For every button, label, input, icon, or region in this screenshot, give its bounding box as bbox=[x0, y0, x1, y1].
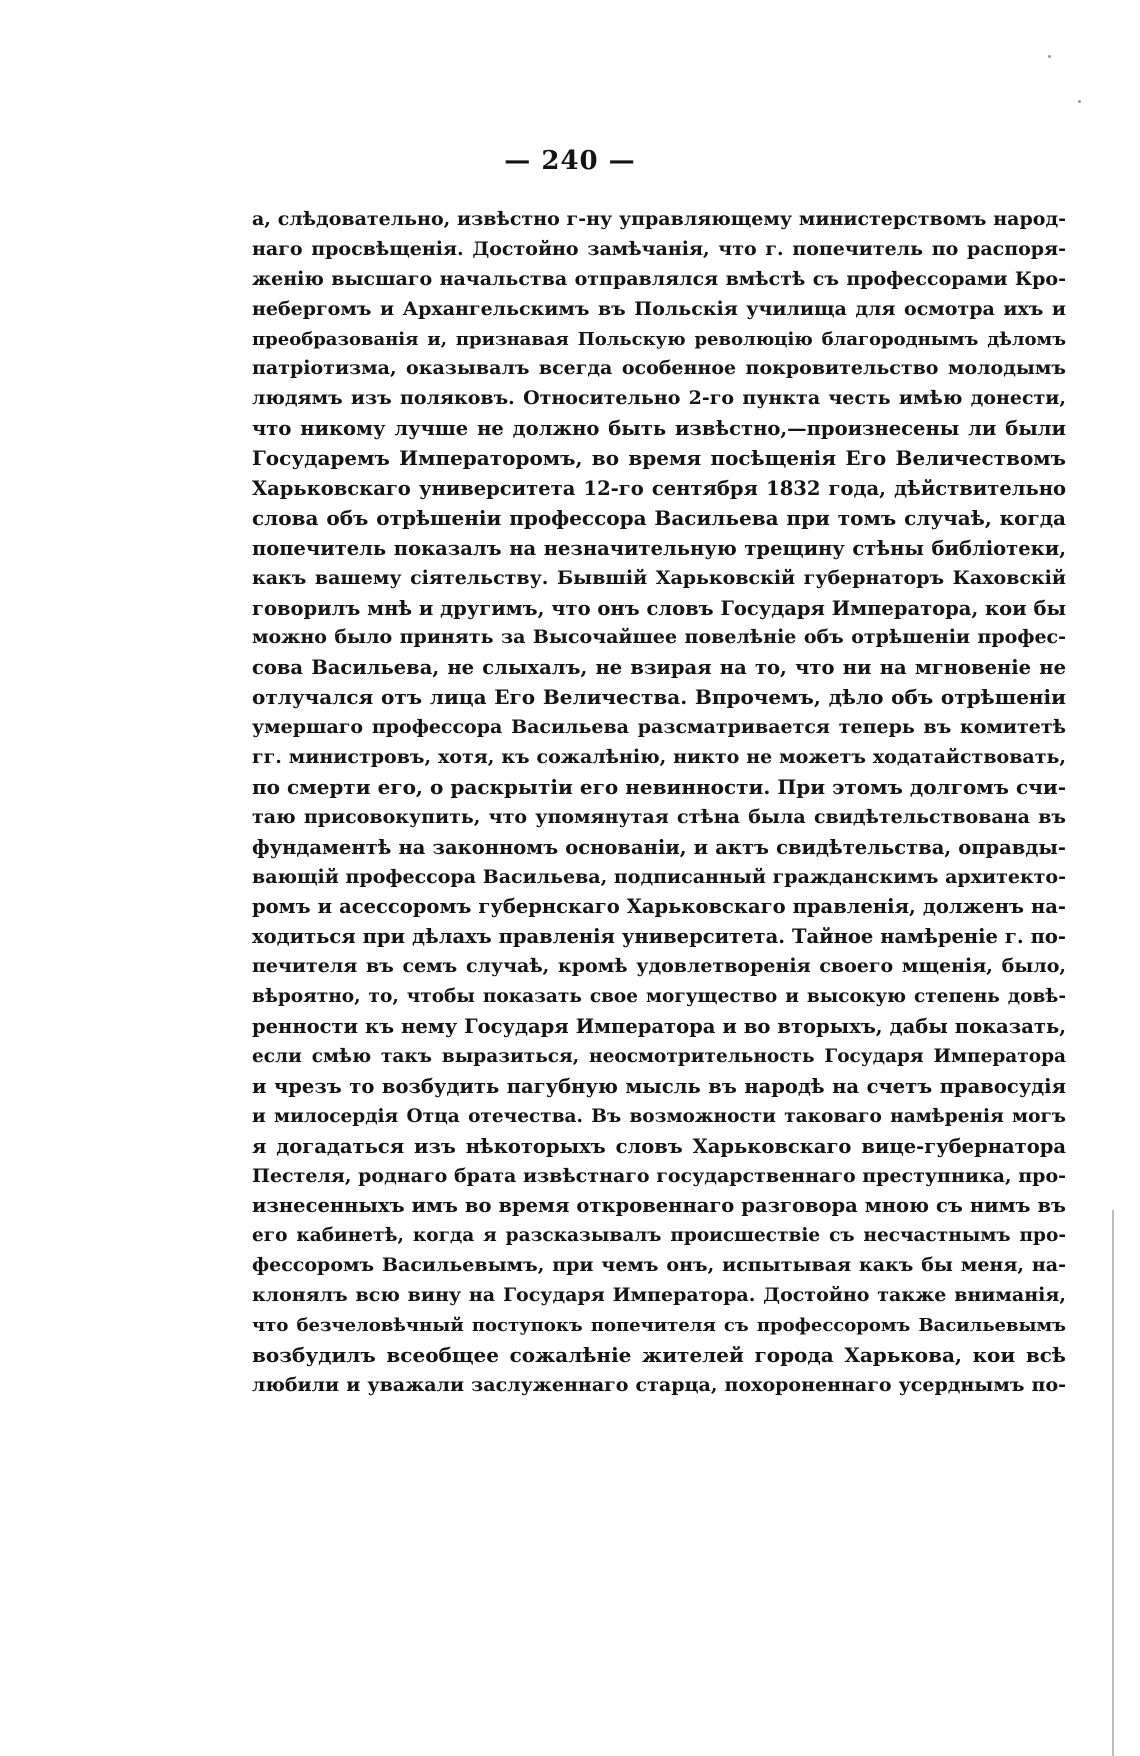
text-line: Пестеля, роднаго брата извѣстнаго государственнаго преступника, про- bbox=[252, 1164, 1066, 1187]
text-line: изнесенныхъ имъ во время откровеннаго разговора мною съ нимъ въ bbox=[252, 1194, 1066, 1218]
text-line: можно было принять за Высочайшее повелѣніе объ отрѣшеніи профес- bbox=[252, 626, 1066, 649]
text-line: попечитель показалъ на незначительную трещину стѣны библіотеки, bbox=[252, 536, 1066, 560]
body-text bbox=[252, 205, 1066, 1401]
text-line: преобразованія и, признавая Польскую революцію благороднымъ дѣломъ bbox=[252, 328, 1066, 350]
text-line: что никому лучше не должно быть извѣстно,—произнесены ли были bbox=[252, 417, 1066, 441]
text-line: наго просвѣщенія. Достойно замѣчанія, что г. попечитель по распоря- bbox=[252, 237, 1066, 260]
scan-speck bbox=[1078, 100, 1081, 103]
text-line: вающій профессора Васильева, подписанный гражданскимъ архитекто- bbox=[252, 865, 1066, 888]
text-line: клонялъ всю вину на Государя Императора. Достойно также вниманія, bbox=[252, 1284, 1066, 1307]
text-line: вѣроятно, то, чтобы показать свое могущество и высокую степень довѣ- bbox=[252, 986, 1066, 1008]
text-line: и милосердія Отца отечества. Въ возможности таковаго намѣренія могъ bbox=[252, 1105, 1066, 1127]
text-line: ходиться при дѣлахъ правленія университета. Тайное намѣреніе г. по- bbox=[252, 925, 1066, 949]
page-number: — 240 — bbox=[504, 146, 636, 176]
text-line: ренности къ нему Государя Императора и во вторыхъ, дабы показать, bbox=[252, 1015, 1066, 1039]
text-line: умершаго профессора Васильева разсматривается теперь въ комитетѣ bbox=[252, 716, 1066, 739]
text-line: возбудилъ всеобщее сожалѣніе жителей города Харькова, кои всѣ bbox=[252, 1342, 1066, 1367]
text-line: слова объ отрѣшеніи профессора Васильева при томъ случаѣ, когда bbox=[252, 505, 1066, 530]
text-line: Государемъ Императоромъ, во время посѣщенія Его Величествомъ bbox=[252, 446, 1066, 471]
text-line: людямъ изъ поляковъ. Относительно 2-го пункта честь имѣю донести, bbox=[252, 387, 1066, 410]
text-line: я догадаться изъ нѣкоторыхъ словъ Харьковскаго вице-губернатора bbox=[252, 1134, 1066, 1158]
text-line: сова Васильева, не слыхалъ, не взирая на то, что ни на мгновеніе не bbox=[252, 656, 1066, 680]
text-line: патріотизма, оказывалъ всегда особенное покровительство молодымъ bbox=[252, 357, 1066, 380]
text-line: небергомъ и Архангельскимъ въ Польскія училища для осмотра ихъ и bbox=[252, 297, 1066, 320]
text-line: Харьковскаго университета 12-го сентября 1832 года, дѣйствительно bbox=[252, 477, 1066, 501]
text-line: что безчеловѣчный поступокъ попечителя съ профессоромъ Васильевымъ bbox=[252, 1314, 1066, 1336]
text-line: ромъ и асессоромъ губернскаго Харьковскаго правленія, долженъ на- bbox=[252, 895, 1066, 919]
text-line: его кабинетѣ, когда я разсказывалъ происшествіе съ несчастнымъ про- bbox=[252, 1225, 1066, 1247]
text-line: фессоромъ Васильевымъ, при чемъ онъ, испытывая какъ бы меня, на- bbox=[252, 1254, 1066, 1277]
text-line: по смерти его, о раскрытіи его невинности. При этомъ долгомъ счи- bbox=[252, 774, 1066, 799]
text-line: женію высшаго начальства отправлялся вмѣстѣ съ профессорами Кро- bbox=[252, 267, 1066, 290]
text-line: какъ вашему сіятельству. Бывшій Харьковскій губернаторъ Каховскій bbox=[252, 566, 1066, 589]
text-line: фундаментѣ на законномъ основаніи, и актъ свидѣтельства, оправды- bbox=[252, 835, 1066, 859]
text-line: говорилъ мнѣ и другимъ, что онъ словъ Государя Императора, кои бы bbox=[252, 596, 1066, 620]
page-binding-edge bbox=[1112, 1210, 1114, 1756]
text-line: печителя въ семъ случаѣ, кромѣ удовлетворенія своего мщенія, было, bbox=[252, 955, 1066, 978]
scan-speck bbox=[1048, 55, 1051, 58]
text-line: и чрезъ то возбудить пагубную мысль въ народѣ на счетъ правосудія bbox=[252, 1074, 1066, 1098]
text-line: если смѣю такъ выразиться, неосмотрительность Государя Императора bbox=[252, 1045, 1066, 1067]
text-line: а, слѣдовательно, извѣстно г-ну управляющему министерствомъ народ- bbox=[252, 208, 1066, 230]
text-line: любили и уважали заслуженнаго старца, похороненнаго усерднымъ по- bbox=[252, 1373, 1066, 1396]
text-line: отлучался отъ лица Его Величества. Впрочемъ, дѣло объ отрѣшеніи bbox=[252, 685, 1066, 710]
text-line: таю присовокупить, что упомянутая стѣна была свидѣтельствована въ bbox=[252, 805, 1066, 828]
text-line: гг. министровъ, хотя, къ сожалѣнію, никто не можетъ ходатайствовать, bbox=[252, 746, 1066, 769]
